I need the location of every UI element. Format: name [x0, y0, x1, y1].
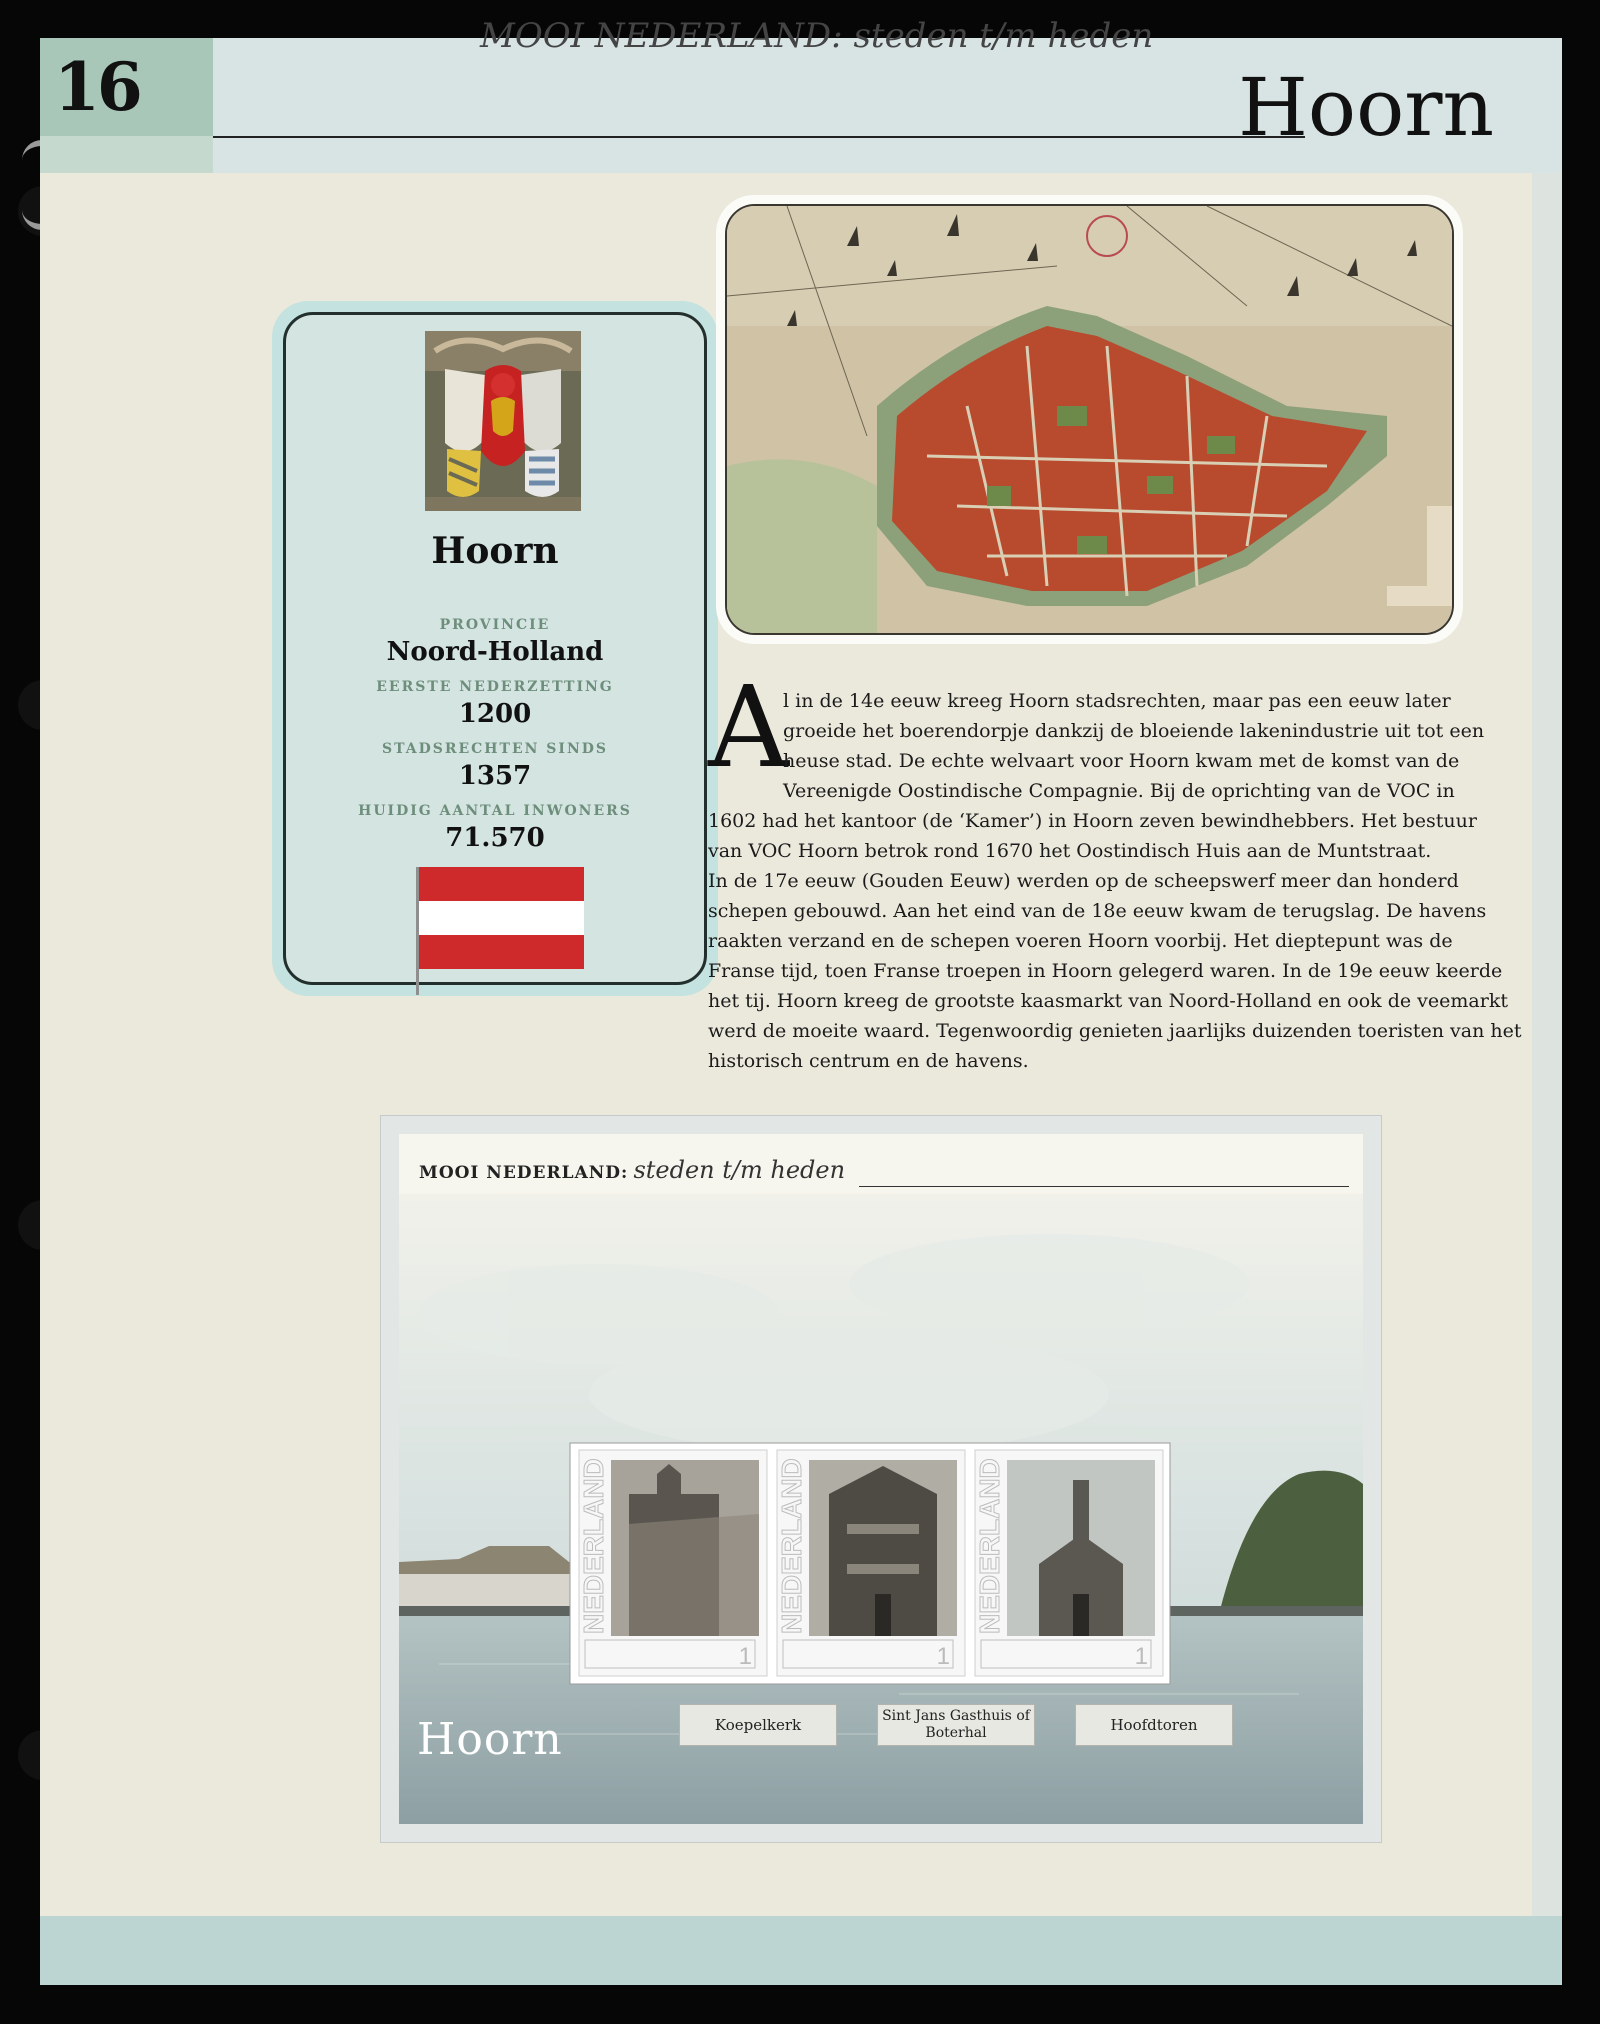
article-line: historisch centrum en de havens. — [708, 1050, 1029, 1072]
city-info-card — [272, 301, 718, 996]
stamp — [776, 1450, 965, 1676]
sheet-header — [419, 1156, 1339, 1196]
stamp-value: 1 — [738, 1643, 752, 1670]
flag-stripe-bottom — [419, 935, 584, 969]
first-settlement-label: EERSTE NEDERZETTING — [376, 679, 614, 695]
flag-stripe-top — [419, 867, 584, 901]
city-info-card-inner — [283, 312, 707, 985]
population-value: 71.570 — [445, 823, 545, 853]
page-number-strip — [40, 136, 213, 173]
page-number — [40, 38, 213, 136]
bottom-band — [40, 1916, 1562, 1985]
city-rights-label: STADSRECHTEN SINDS — [381, 741, 609, 757]
sheet-subtitle: steden t/m heden — [633, 1156, 846, 1184]
stamp-caption-koepelkerk: Koepelkerk — [679, 1704, 837, 1746]
sheet-brand: MOOI NEDERLAND: — [419, 1163, 629, 1183]
article-line: werd de moeite waard. Tegenwoordig genieten jaarlijks duizenden toeristen van het — [708, 1020, 1522, 1042]
stamp-country: NEDERLAND — [578, 1458, 609, 1634]
sheet-header-rule — [859, 1186, 1349, 1187]
stamp-value: 1 — [1134, 1643, 1148, 1670]
article-line: van VOC Hoorn betrok rond 1670 het Oostindisch Huis aan de Muntstraat. — [708, 840, 1432, 862]
flag-pole — [416, 867, 419, 995]
article-line: In de 17e eeuw (Gouden Eeuw) werden op de scheepswerf meer dan honderd — [708, 870, 1459, 892]
article-body — [708, 686, 1522, 1076]
article-line: Franse tijd, toen Franse troepen in Hoorn gelegerd waren. In de 19e eeuw keerde — [708, 960, 1503, 982]
souvenir-sheet — [399, 1134, 1363, 1824]
article-line: groeide het boerendorpje dankzij de bloeiende lakenindustrie uit tot een — [783, 720, 1485, 742]
province-label: PROVINCIE — [439, 617, 551, 633]
article-line: heuse stad. De echte welvaart voor Hoorn kwam met de komst van de — [783, 750, 1460, 772]
stamp-caption-boterhal: Sint Jans Gasthuis of Boterhal — [877, 1704, 1035, 1746]
sheet-city-name: Hoorn — [417, 1714, 563, 1765]
flag-stripe-middle — [419, 901, 584, 935]
historic-map-image — [725, 204, 1454, 635]
historic-map-frame — [716, 195, 1463, 644]
stamp — [974, 1450, 1163, 1676]
stamp-country: NEDERLAND — [776, 1458, 807, 1634]
article-line: het tij. Hoorn kreeg de grootste kaasmarkt van Noord-Holland en ook de veemarkt — [708, 990, 1508, 1012]
stamp-value: 1 — [936, 1643, 950, 1670]
stamp — [578, 1450, 767, 1676]
province-value: Noord-Holland — [386, 637, 604, 667]
page-number-text: 16 — [54, 48, 140, 126]
population-label: HUIDIG AANTAL INWONERS — [358, 803, 632, 819]
article-line: 1602 had het kantoor (de ‘Kamer’) in Hoorn zeven bewindhebbers. Het bestuur — [708, 810, 1477, 832]
first-settlement-value: 1200 — [458, 699, 532, 729]
drop-cap: A — [708, 663, 789, 793]
coat-of-arms-image — [425, 331, 581, 511]
city-flag — [411, 863, 589, 997]
stamp-mount — [380, 1115, 1382, 1843]
city-rights-value: 1357 — [458, 761, 532, 791]
cropped-header-text: MOOI NEDERLAND: steden t/m heden — [480, 16, 1154, 56]
article-line: schepen gebouwd. Aan het eind van de 18e eeuw kwam de terugslag. De havens — [708, 900, 1487, 922]
stamp-country: NEDERLAND — [974, 1458, 1005, 1634]
city-name: Hoorn — [431, 530, 559, 572]
stamp-caption-hoofdtoren: Hoofdtoren — [1075, 1704, 1233, 1746]
side-band — [1532, 173, 1562, 1916]
article-line: Vereenigde Oostindische Compagnie. Bij de oprichting van de VOC in — [783, 780, 1455, 802]
article-line: raakten verzand en de schepen voeren Hoorn voorbij. Het dieptepunt was de — [708, 930, 1453, 952]
header-rule — [213, 136, 1305, 138]
article-line: l in de 14e eeuw kreeg Hoorn stadsrechten, maar pas een eeuw later — [783, 690, 1451, 712]
page-title: Hoorn — [1238, 61, 1494, 154]
